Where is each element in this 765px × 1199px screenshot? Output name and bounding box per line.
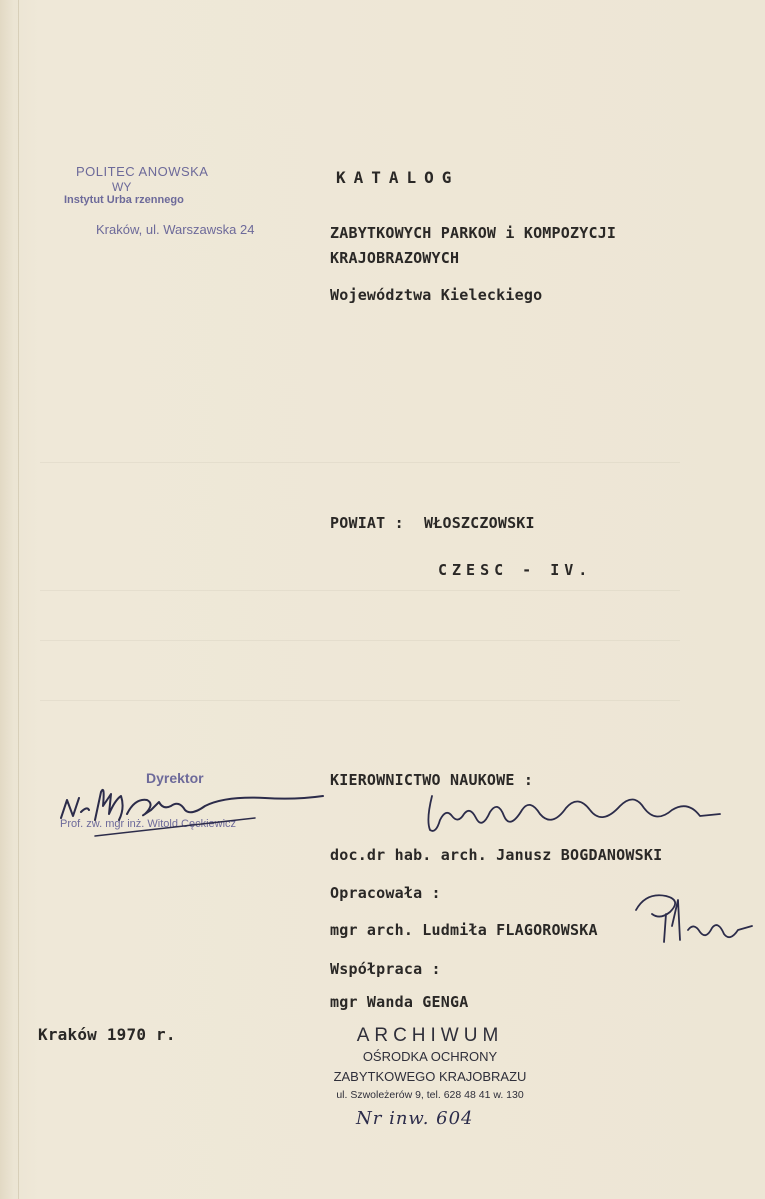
preparer-signature bbox=[630, 886, 760, 946]
director-stamp-name: Prof. zw. mgr inż. Witold Cęckiewicz bbox=[60, 818, 237, 830]
leadership-label: KIEROWNICTWO NAUKOWE : bbox=[330, 771, 534, 789]
institute-stamp-line: Kraków, ul. Warszawska 24 bbox=[96, 222, 255, 237]
leader-name: doc.dr hab. arch. Janusz BOGDANOWSKI bbox=[330, 846, 663, 864]
place-date: Kraków 1970 r. bbox=[38, 1025, 176, 1044]
preparer-name: mgr arch. Ludmiła FLAGOROWSKA bbox=[330, 921, 598, 939]
show-through-line bbox=[40, 700, 680, 701]
institute-stamp-line: POLITEC ANOWSKA bbox=[76, 164, 209, 179]
leader-signature bbox=[420, 790, 735, 840]
director-stamp-title: Dyrektor bbox=[146, 770, 204, 786]
archive-stamp-line: OŚRODKA OCHRONY bbox=[362, 1049, 498, 1064]
title-line: Województwa Kieleckiego bbox=[330, 286, 543, 304]
prepared-label: Opracowała : bbox=[330, 884, 441, 902]
show-through-line bbox=[40, 640, 680, 641]
archive-stamp-title: ARCHIWUM bbox=[356, 1025, 504, 1046]
title-line: ZABYTKOWYCH PARKOW i KOMPOZYCJI bbox=[330, 224, 617, 242]
archive-stamp-line: ul. Szwoleżerów 9, tel. 628 48 41 w. 130 bbox=[336, 1089, 524, 1101]
show-through-line bbox=[40, 590, 680, 591]
show-through-line bbox=[40, 462, 680, 463]
title-line: KRAJOBRAZOWYCH bbox=[330, 249, 460, 267]
director-signature bbox=[55, 770, 330, 840]
institute-stamp-line: Instytut Urba rzennego bbox=[64, 194, 184, 206]
institute-stamp-line: WY bbox=[112, 180, 132, 194]
inventory-number-note: Nr inw. 604 bbox=[356, 1108, 474, 1129]
powiat-name: WŁOSZCZOWSKI bbox=[424, 514, 535, 532]
part-number: CZESC - IV. bbox=[438, 561, 593, 579]
archive-stamp-line: ZABYTKOWEGO KRAJOBRAZU bbox=[333, 1069, 527, 1084]
document-heading: KATALOG bbox=[336, 168, 460, 187]
cooperation-label: Współpraca : bbox=[330, 960, 441, 978]
cooperator-name: mgr Wanda GENGA bbox=[330, 993, 469, 1011]
page-edge-shadow bbox=[18, 0, 19, 1199]
powiat-label: POWIAT : bbox=[330, 514, 404, 532]
